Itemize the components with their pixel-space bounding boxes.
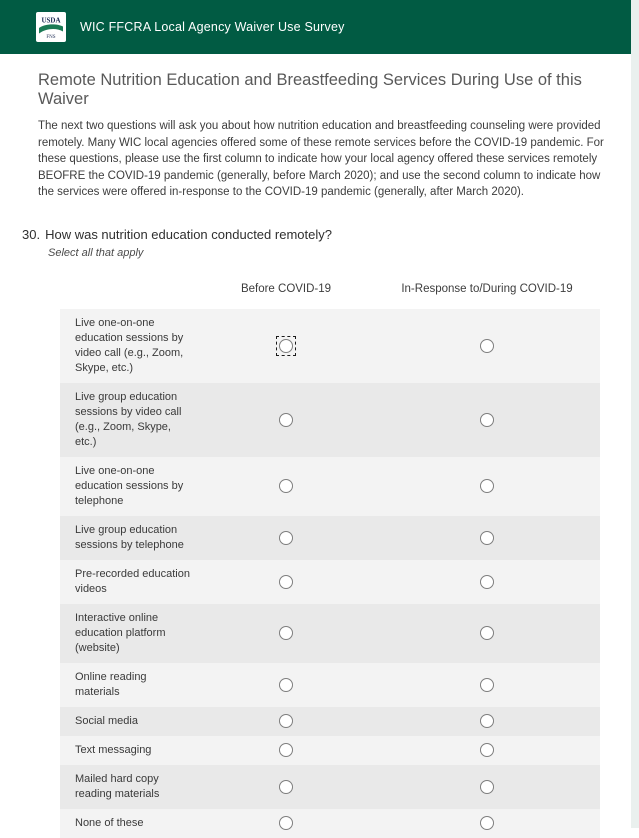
matrix-row [60, 383, 600, 457]
matrix-row [60, 604, 600, 663]
row-label: Mailed hard copy reading materials [75, 772, 160, 800]
radio-before-covid[interactable] [279, 678, 293, 692]
column-header-before-covid: Before COVID-19 [240, 282, 332, 295]
empty-header-cell [60, 283, 230, 295]
matrix-column-headers [60, 283, 600, 309]
radio-cell-before-covid [230, 765, 342, 809]
usda-fns-logo-icon [38, 14, 64, 40]
radio-cell-during-covid [374, 809, 600, 838]
keyboard-focus-ring [276, 336, 296, 356]
radio-during-covid[interactable] [480, 339, 494, 353]
radio-before-covid[interactable] [279, 780, 293, 794]
row-label: Online reading materials [75, 670, 147, 698]
radio-before-covid[interactable] [279, 479, 293, 493]
row-spacer [342, 809, 374, 838]
radio-cell-before-covid [230, 560, 342, 604]
survey-header-bar [0, 0, 631, 54]
row-label: Live group education sessions by telephone [75, 523, 184, 551]
radio-cell-before-covid [230, 809, 342, 838]
logo-fns-text: FNS [46, 35, 56, 40]
radio-during-covid[interactable] [480, 626, 494, 640]
scrollbar-track[interactable] [631, 0, 639, 828]
radio-before-covid[interactable] [279, 626, 293, 640]
row-spacer [342, 765, 374, 809]
matrix-row [60, 736, 600, 765]
radio-cell-during-covid [374, 383, 600, 457]
answer-matrix [60, 283, 600, 838]
row-label: Pre-recorded education videos [75, 567, 190, 595]
matrix-row [60, 809, 600, 838]
matrix-rows [60, 309, 600, 838]
row-label: Live one-on-one education sessions by telephone [75, 464, 184, 507]
radio-cell-before-covid [230, 383, 342, 457]
question-instruction: Select all that apply [48, 246, 144, 259]
radio-cell-before-covid [230, 604, 342, 663]
radio-cell-before-covid [230, 663, 342, 707]
row-spacer [342, 309, 374, 383]
radio-during-covid[interactable] [480, 479, 494, 493]
svg-text:USDA: USDA [41, 16, 61, 25]
row-spacer [342, 516, 374, 560]
row-spacer [342, 457, 374, 516]
radio-during-covid[interactable] [480, 531, 494, 545]
radio-cell-during-covid [374, 604, 600, 663]
radio-cell-before-covid [230, 736, 342, 765]
radio-cell-during-covid [374, 457, 600, 516]
row-label: Interactive online education platform (website) [75, 611, 166, 654]
radio-before-covid[interactable] [279, 575, 293, 589]
matrix-row [60, 663, 600, 707]
row-label: Text messaging [75, 743, 152, 756]
radio-during-covid[interactable] [480, 714, 494, 728]
row-label: None of these [75, 816, 144, 829]
radio-during-covid[interactable] [480, 678, 494, 692]
radio-before-covid[interactable] [279, 413, 293, 427]
row-label: Social media [75, 714, 138, 727]
row-spacer [342, 604, 374, 663]
radio-before-covid[interactable] [279, 743, 293, 757]
matrix-row [60, 309, 600, 383]
row-spacer [342, 736, 374, 765]
question-text: How was nutrition education conducted remotely? [45, 226, 332, 242]
row-spacer [342, 383, 374, 457]
radio-before-covid[interactable] [279, 531, 293, 545]
radio-before-covid[interactable] [279, 339, 293, 353]
row-spacer [342, 707, 374, 736]
radio-during-covid[interactable] [480, 743, 494, 757]
radio-cell-during-covid [374, 663, 600, 707]
matrix-row [60, 560, 600, 604]
radio-cell-during-covid [374, 707, 600, 736]
page-title: Remote Nutrition Education and Breastfeeding Services During Use of this Waiver [38, 71, 582, 108]
intro-paragraph: The next two questions will ask you about how nutrition education and breastfeeding counseling were provided remotely. Many WIC local agencies offered some of these remote services before the COVID-19 pandemic. For these questions, please use the first column to indicate how your local agency offered these services remotely BEOFRE the COVID-19 pandemic (generally, before March 2020); and use the second column to indicate how the services were offered in-response to the COVID-19 pandemic (generally, after March 2020). [38, 120, 604, 198]
radio-cell-before-covid [230, 707, 342, 736]
radio-cell-before-covid [230, 309, 342, 383]
radio-cell-during-covid [374, 309, 600, 383]
radio-cell-before-covid [230, 457, 342, 516]
row-label: Live one-on-one education sessions by video call (e.g., Zoom, Skype, etc.) [75, 316, 184, 374]
column-header-during-covid: In-Response to/During COVID-19 [401, 282, 573, 295]
column-spacer [342, 283, 374, 295]
survey-title: WIC FFCRA Local Agency Waiver Use Survey [80, 20, 345, 34]
radio-during-covid[interactable] [480, 575, 494, 589]
row-label: Live group education sessions by video call (e.g., Zoom, Skype, etc.) [75, 390, 182, 448]
radio-during-covid[interactable] [480, 413, 494, 427]
radio-cell-during-covid [374, 516, 600, 560]
question-30 [22, 227, 631, 242]
row-spacer [342, 663, 374, 707]
matrix-row [60, 765, 600, 809]
matrix-row [60, 707, 600, 736]
usda-fns-logo [36, 12, 66, 42]
survey-page [0, 54, 631, 838]
matrix-row [60, 457, 600, 516]
matrix-row [60, 516, 600, 560]
radio-cell-before-covid [230, 516, 342, 560]
row-spacer [342, 560, 374, 604]
radio-cell-during-covid [374, 765, 600, 809]
question-number: 30. [22, 226, 41, 242]
radio-before-covid[interactable] [279, 714, 293, 728]
radio-during-covid[interactable] [480, 780, 494, 794]
radio-cell-during-covid [374, 560, 600, 604]
radio-cell-during-covid [374, 736, 600, 765]
